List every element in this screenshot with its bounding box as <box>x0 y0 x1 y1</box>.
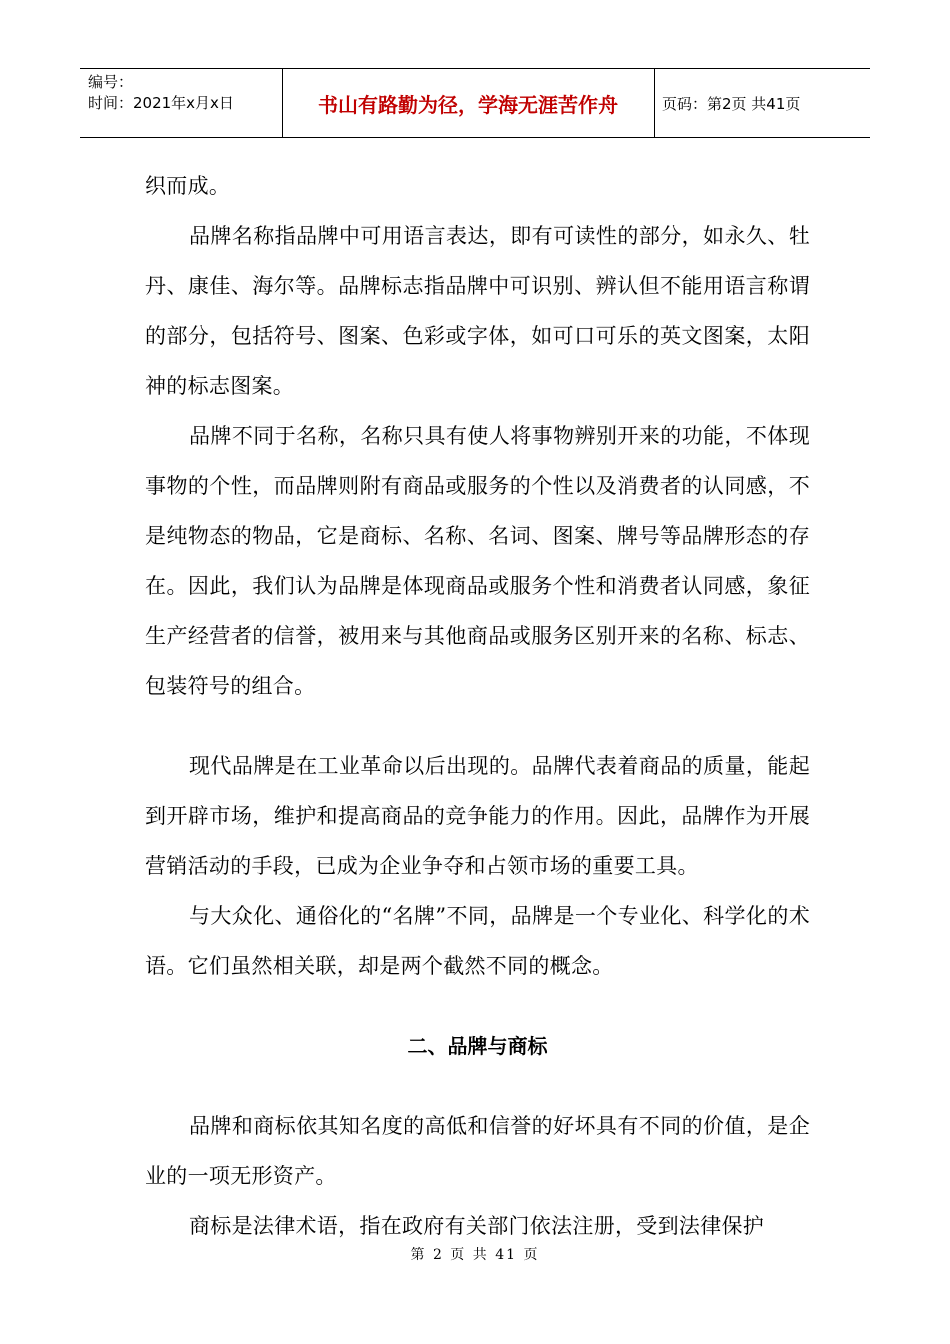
header-table <box>80 68 870 138</box>
header-divider <box>654 69 655 137</box>
paragraph: 品牌名称指品牌中可用语言表达，即有可读性的部分，如永久、牡丹、康佳、海尔等。品牌标志指品牌中可识别、辨认但不能用语言称谓的部分，包括符号、图案、色彩或字体，如可口可乐的英文图案，太阳神的标志图案。 <box>145 224 810 398</box>
time-label: 时间：2021年x月x日 <box>88 94 234 112</box>
section-heading: 二、品牌与商标 <box>407 1034 548 1058</box>
document-body <box>145 161 810 1251</box>
paragraph: 与大众化、通俗化的“名牌”不同，品牌是一个专业化、科学化的术语。它们虽然相关联，却是两个截然不同的概念。 <box>145 904 810 978</box>
page-info: 页码：第2页 共41页 <box>662 94 801 113</box>
page-footer: 第 2 页 共 41 页 <box>410 1247 540 1263</box>
paragraph: 品牌不同于名称，名称只具有使人将事物辨别开来的功能，不体现事物的个性，而品牌则附有商品或服务的个性以及消费者的认同感，不是纯物态的物品，它是商标、名称、名词、图案、牌号等品牌形态的存在。因此，我们认为品牌是体现商品或服务个性和消费者认同感，象征生产经营者的信誉，被用来与其他商品或服务区别开来的名称、标志、包装符号的组合。 <box>145 424 810 698</box>
paragraph: 商标是法律术语，指在政府有关部门依法注册，受到法律保护 <box>189 1214 765 1238</box>
paragraph: 现代品牌是在工业革命以后出现的。品牌代表着商品的质量，能起到开辟市场，维护和提高商品的竞争能力的作用。因此，品牌作为开展营销活动的手段，已成为企业争夺和占领市场的重要工具。 <box>145 754 810 878</box>
number-label: 编号： <box>88 73 134 91</box>
header-motto: 书山有路勤为径，学海无涯苦作舟 <box>318 92 618 117</box>
paragraph: 品牌和商标依其知名度的高低和信誉的好坏具有不同的价值，是企业的一项无形资产。 <box>145 1114 810 1188</box>
header-meta <box>88 72 234 114</box>
paragraph: 织而成。 <box>145 174 231 198</box>
